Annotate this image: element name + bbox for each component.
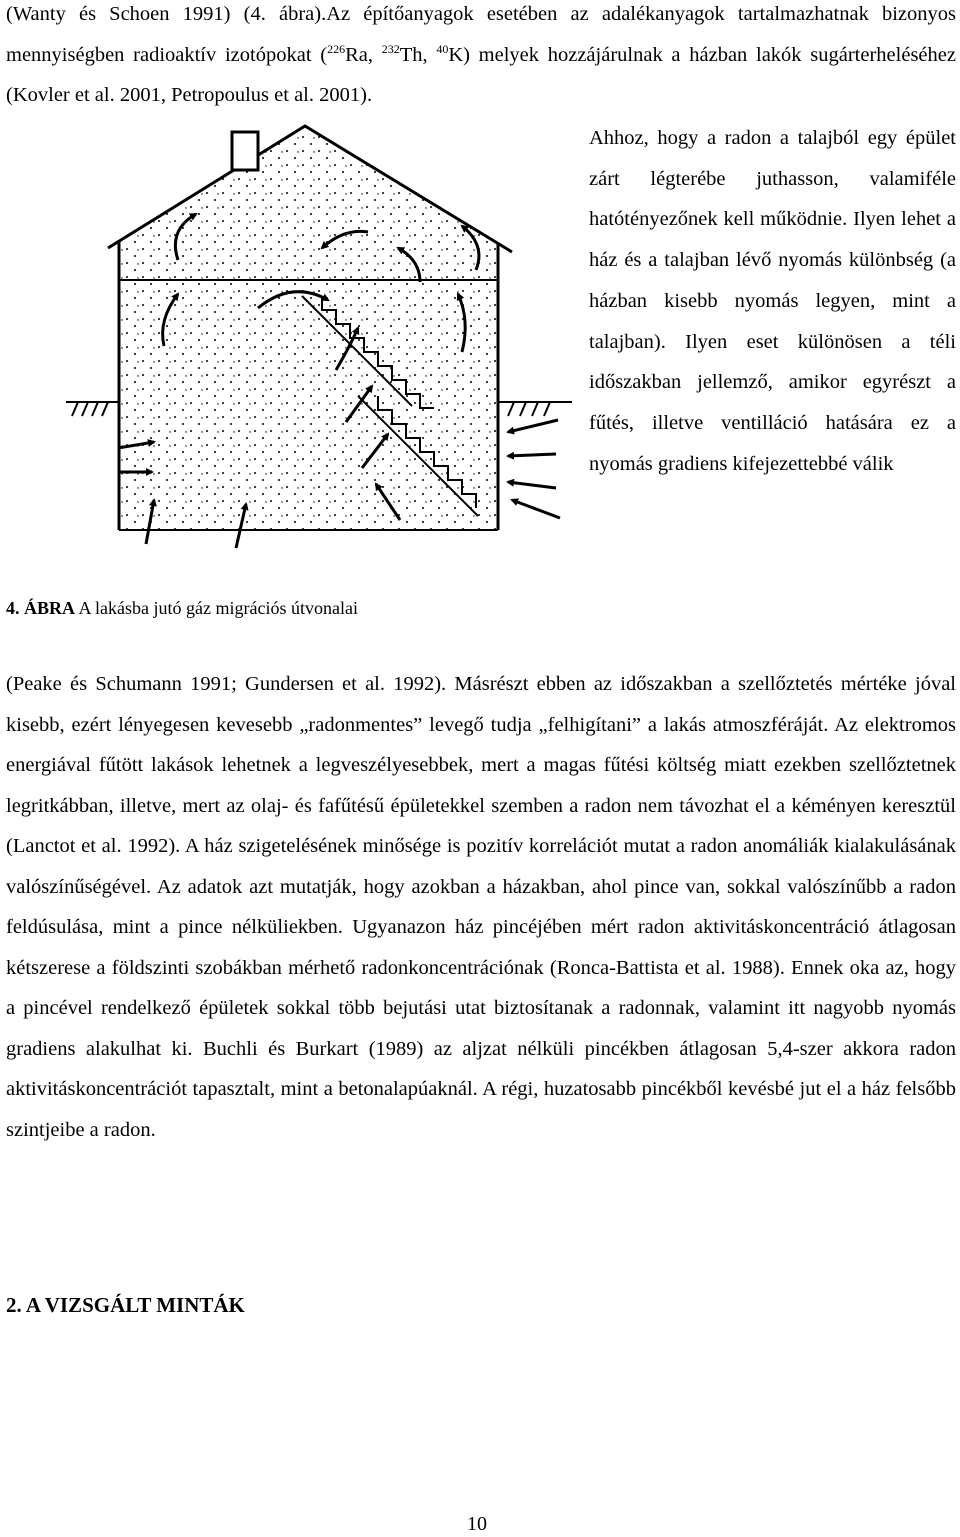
side-paragraph: Ahhoz, hogy a radon a talajból egy épület zárt légterébe juthasson, valamiféle hatótényezőnek kell működnie. Ilyen lehet a ház és a talajban lévő nyomás különbség (a házban kisebb nyomás legyen, mint a talajban). Ilyen eset különösen a téli időszakban jellemző, amikor egyrészt a fűtés, illetve ventilláció hatására ez a nyomás gradiens kifejezettebbé válik bbox=[589, 127, 956, 475]
intro-text-1: (Wanty és Schoen 1991) (4. ábra).Az építőanyagok esetében az adalékanyagok tartalmazhatnak bizonyos mennyiségben radioaktív izotópokat ( bbox=[6, 3, 956, 66]
th-mass-number: 232 bbox=[381, 41, 400, 56]
figure-caption-label: 4. ÁBRA bbox=[6, 598, 76, 618]
stipple-dots-icon bbox=[119, 126, 498, 530]
ra-symbol: Ra, bbox=[345, 43, 382, 66]
figure-caption-text: A lakásba jutó gáz migrációs útvonalai bbox=[75, 598, 358, 618]
house-radon-diagram bbox=[60, 120, 572, 557]
page-number: 10 bbox=[467, 1513, 487, 1535]
chimney-icon bbox=[232, 132, 258, 170]
intro-paragraph bbox=[6, 0, 956, 116]
th-symbol: Th, bbox=[399, 43, 437, 66]
k-mass-number: 40 bbox=[436, 41, 449, 56]
section-heading: 2. A VIZSGÁLT MINTÁK bbox=[6, 1293, 245, 1317]
house-radon-svg bbox=[60, 120, 572, 552]
k-symbol-and-rest: K) melyek hozzájárulnak a házban lakók sugárterheléséhez (Kovler et al. 2001, Petropoulus et al. 2001). bbox=[6, 43, 956, 106]
figure-caption bbox=[6, 598, 358, 619]
main-paragraph: (Peake és Schumann 1991; Gundersen et al. 1992). Másrészt ebben az időszakban a szellőztetés mértéke jóval kisebb, ezért lényegesen kevesebb „radonmentes” levegő tudja „felhigítani” a lakás atmoszféráját. Az elektromos energiával fűtött lakások lehetnek a legveszélyesebbek, mert a magas fűtési költség miatt ezekben szellőztetnek legritkábban, illetve, mert az olaj- és fafűtésű épületekkel szemben a radon nem távozhat el a kéményen keresztül (Lanctot et al. 1992). A ház szigetelésének minősége is pozitív korrelációt mutat a radon anomáliák kialakulásának valószínűségével. Az adatok azt mutatják, hogy azokban a házakban, ahol pince van, sokkal valószínűbb a radon feldúsulása, mint a pince nélküliekben. Ugyanazon ház pincéjében mért radon aktivitáskoncentráció átlagosan kétszerese a földszinti szobákban mérhető radonkoncentrációnak (Ronca-Battista et al. 1988). Ennek oka az, hogy a pincével rendelkező épületek sokkal több bejutási utat biztosítanak a radonnak, valamint itt nagyobb nyomás gradiens alakulhat ki. Buchli és Burkart (1989) az aljzat nélküli pincékben átlagosan 5,4-szer akkora radon aktivitáskoncentrációt tapasztalt, mint a betonalapúaknál. A régi, huzatosabb pincékből kevésbé jut el a ház felsőbb szintjeibe a radon. bbox=[6, 673, 956, 1141]
ra-mass-number: 226 bbox=[327, 41, 346, 56]
